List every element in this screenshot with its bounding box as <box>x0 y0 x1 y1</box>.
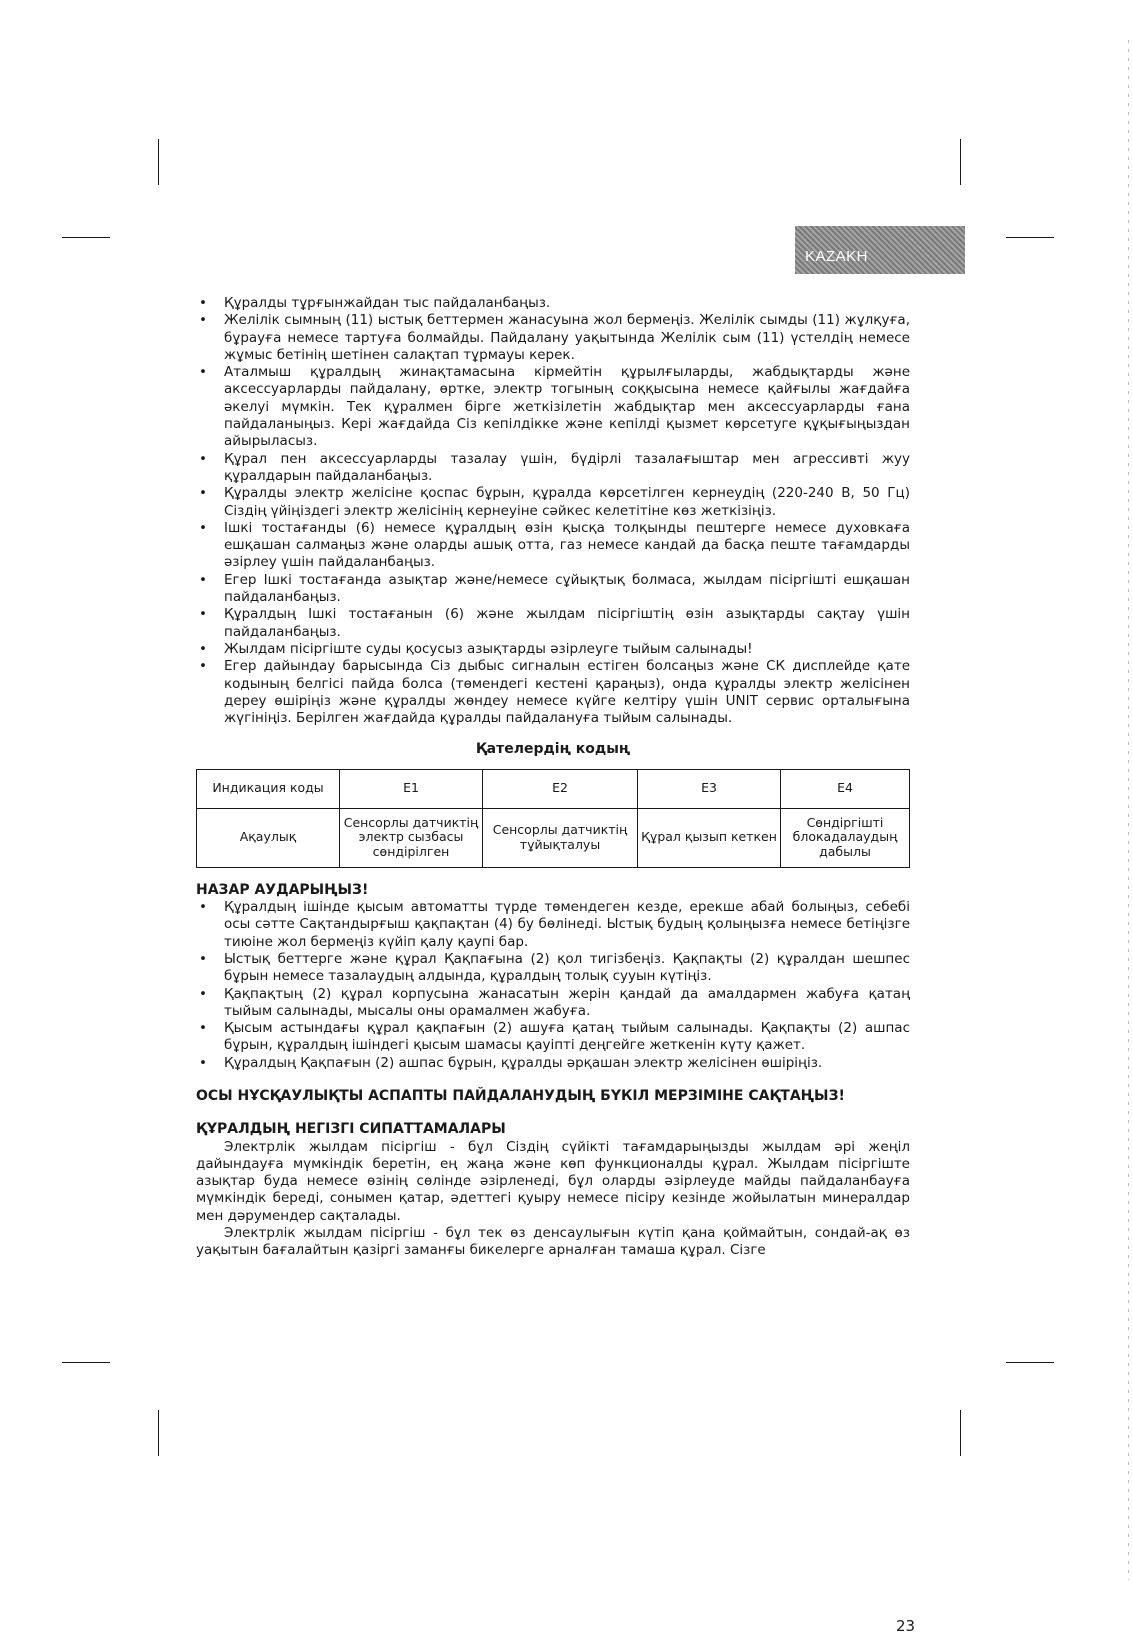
keep-manual-notice: ОСЫ НҰСҚАУЛЫҚТЫ АСПАПТЫ ПАЙДАЛАНУДЫҢ БҮКІЛ МЕРЗІМІНЕ САҚТАҢЫЗ! <box>196 1087 845 1104</box>
crop-mark-left-lower <box>62 1362 110 1363</box>
table-cell: Сенсорлы датчиктің тұйықталуы <box>483 808 638 867</box>
list-item: • Қақпақтың (2) құрал корпусына жанасатын жерін қандай да амалдармен жабуға қатаң тыйым салынады, мысалы оны орамалмен жабуға. <box>196 986 910 1021</box>
language-tab <box>795 226 965 274</box>
list-item: • Жылдам пісіргіште суды қосусыз азықтарды әзірлеуге тыйым салынады! <box>196 641 910 658</box>
crop-mark-right-lower <box>1006 1362 1054 1363</box>
crop-mark-bottom-left <box>158 1410 159 1456</box>
list-item: • Құралды электр желісіне қоспас бұрын, құралда көрсетілген кернеудің (220-240 В, 50 Гц) Сіздің үйіңіздегі электр желісінің кернеуіне сәйкес келетітіне көз жеткізіңіз. <box>196 485 910 520</box>
page-content <box>196 295 910 1260</box>
error-code-table <box>196 769 910 868</box>
table-header-cell: E2 <box>483 769 638 808</box>
crop-mark-left-upper <box>62 237 110 238</box>
table-cell: Сөндіргішті блокадалаудың дабылы <box>781 808 910 867</box>
page-number: 23 <box>896 1617 916 1635</box>
table-cell: Сенсорлы датчиктің электр сызбасы сөндірілген <box>340 808 483 867</box>
features-paragraph: Электрлік жылдам пісіргіш - бұл тек өз денсаулығын күтіп қана қоймайтын, сондай-ақ өз уақытын бағалайтын қазіргі заманғы бикелерге арналған тамаша құрал. Сізге <box>196 1225 910 1259</box>
table-header-cell: E1 <box>340 769 483 808</box>
table-header-cell: E3 <box>638 769 781 808</box>
table-cell: Құрал қызып кеткен <box>638 808 781 867</box>
list-item: • Егер Ішкі тостағанда азықтар және/немесе сұйықтық болмаса, жылдам пісіргішті ешқашан пайдаланбаңыз. <box>196 572 910 607</box>
crop-mark-right-upper <box>1006 237 1054 238</box>
table-header-cell: Индикация коды <box>197 769 340 808</box>
features-paragraph: Электрлік жылдам пісіргіш - бұл Сіздің сүйікті тағамдарыңызды жылдам әрі жеңіл дайындауға мүмкіндік беретін, ең жаңа және көп функционалды құрал. Жылдам пісіргіште азықтар буда немесе өзінің сөлінде әзірленеді, бұл оларды әзірлеуде майды пайдаланбауға мүмкіндік береді, сонымен қатар, әдеттегі қуыру немесе пісіру кезінде жойылатын минералдар мен дәрумендер сақталады. <box>196 1138 910 1224</box>
warning-list <box>196 899 910 1072</box>
table-cell: Ақаулық <box>197 808 340 867</box>
list-item: • Егер дайындау барысында Сіз дыбыс сигналын естіген болсаңыз және СК дисплейде қате кодының белгісі пайда болса (төмендегі кестені қараңыз), онда құралды электр желісінен дереу өшіріңіз және құралды жөндеу немесе күйге келтіру үшін UNIT сервис орталығына жүгініңіз. Берілген жағдайда құралды пайдалануға тыйым салынады. <box>196 658 910 727</box>
crop-mark-bottom-right <box>960 1410 961 1456</box>
safety-list <box>196 295 910 727</box>
list-item: • Ыстық беттерге және құрал Қақпағына (2) қол тигізбеңіз. Қақпақты (2) құралдан шешпес бұрын немесе тазалаудың алдында, құралдың толық сууын күтіңіз. <box>196 951 910 986</box>
list-item: • Құралдың ішінде қысым автоматты түрде төмендеген кезде, ерекше абай болыңыз, себебі осы сәтте Сақтандырғыш қақпақтан (4) бу бөлінеді. Ыстық будың қолыңызға немесе бетіңізге тиюіне жол бермеңіз күйіп қалу қаупі бар. <box>196 899 910 951</box>
features-heading: ҚҰРАЛДЫҢ НЕГІЗГІ СИПАТТАМАЛАРЫ <box>196 1121 506 1138</box>
table-row <box>197 769 910 808</box>
language-tab-label: KAZAKH <box>805 248 869 265</box>
list-item: • Құрал пен аксессуарларды тазалау үшін, бүдірлі тазалағыштар мен агрессивті жуу құралдарын пайдаланбаңыз. <box>196 451 910 486</box>
table-row <box>197 808 910 867</box>
list-item: • Ішкі тостағанды (6) немесе құралдың өзін қысқа толқынды пештерге немесе духовкаға ешқашан салмаңыз және оларды ашық отта, газ немесе кандай да басқа пеште тағамдарды әзірлеу үшін пайдаланбаңыз. <box>196 520 910 572</box>
error-table-title: Қателердің кодың <box>475 741 631 758</box>
list-item: • Құралды тұрғынжайдан тыс пайдаланбаңыз. <box>196 295 910 312</box>
list-item: • Желілік сымның (11) ыстық беттермен жанасуына жол бермеңіз. Желілік сымды (11) жұлқуға, бұрауға немесе тартуға болмайды. Пайдалану уақытында Желілік сым (11) үстелдің немесе жұмыс бетінің шетінен салақтап тұрмауы керек. <box>196 312 910 364</box>
table-header-cell: E4 <box>781 769 910 808</box>
list-item: • Аталмыш құралдың жинақтамасына кірмейтін құрылғыларды, жабдықтарды және аксессуарларды пайдалану, өртке, электр тогының соққысына немесе қайғылы жағдайға әкелуі мүмкін. Тек құралмен бірге жеткізілетін жабдықтар мен аксессуарларды ғана пайдаланыңыз. Кері жағдайда Сіз кепілдікке және кепілді қызмет көрсетуге құқығыңыздан айырыласыз. <box>196 364 910 450</box>
list-item: • Құралдың Қақпағын (2) ашпас бұрын, құралды әрқашан электр желісінен өшіріңіз. <box>196 1055 910 1072</box>
warning-heading: НАЗАР АУДАРЫҢЫЗ! <box>196 881 369 898</box>
crop-mark-top-left <box>158 139 159 185</box>
scan-edge-line <box>1128 40 1129 1580</box>
list-item: • Қысым астындағы құрал қақпағын (2) ашуға қатаң тыйым салынады. Қақпақты (2) ашпас бұрын, құралдың ішіндегі қысым шамасы қауіпті деңгейге жеткенін күту қажет. <box>196 1020 910 1055</box>
list-item: • Құралдың Ішкі тостағанын (6) және жылдам пісіргіштің өзін азықтарды сақтау үшін пайдаланбаңыз. <box>196 606 910 641</box>
crop-mark-top-right <box>960 139 961 185</box>
